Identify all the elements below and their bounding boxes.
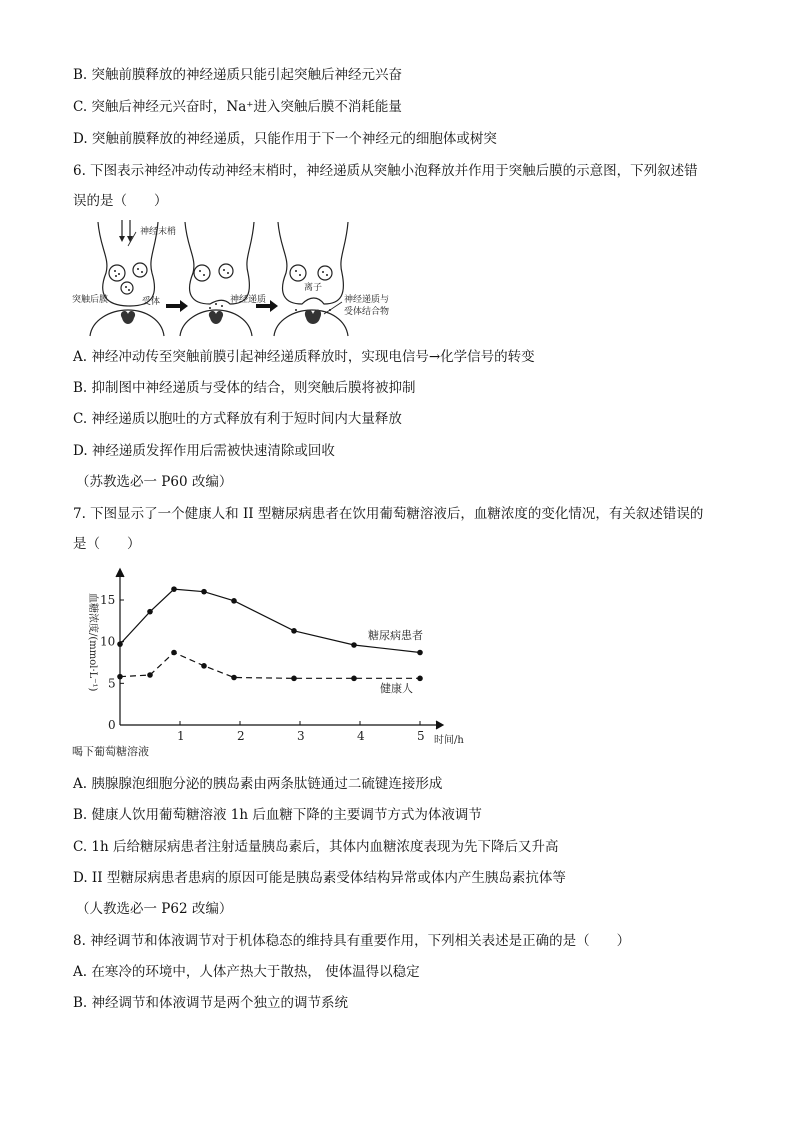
label-receptor: 受体 (142, 297, 161, 307)
q5-option-b: B. 突触前膜释放的神经递质只能引起突触后神经元兴奋 (73, 67, 403, 83)
label-postsynaptic: 突触后膜 (72, 295, 109, 305)
synapse-diagram (70, 218, 410, 336)
y-tick-label-15: 15 (100, 593, 116, 607)
data-point-1-0 (117, 674, 123, 680)
q8-option-b: B. 神经调节和体液调节是两个独立的调节系统 (73, 995, 349, 1011)
y-tick-label-0: 0 (108, 718, 116, 732)
x-tick-label-5: 5 (417, 729, 425, 743)
x-axis-label: 时间/h (434, 735, 464, 746)
label-complex-line2: 受体结合物 (344, 307, 390, 317)
data-point-0-2 (171, 586, 177, 592)
series-line-0 (120, 589, 420, 652)
data-point-1-7 (417, 676, 423, 682)
q6-source: （苏教选必一 P60 改编） (76, 474, 233, 490)
data-point-1-4 (231, 675, 237, 681)
q8-option-a: A. 在寒冷的环境中，人体产热大于散热， 使体温得以稳定 (73, 964, 420, 980)
data-point-0-5 (291, 628, 297, 634)
q6-option-c: C. 神经递质以胞吐的方式释放有利于短时间内大量释放 (73, 411, 402, 427)
x-origin-label: 喝下葡萄糖溶液 (72, 745, 149, 758)
data-point-0-4 (231, 598, 237, 604)
q7-option-c: C. 1h 后给糖尿病患者注射适量胰岛素后，其体内血糖浓度表现为先下降后又升高 (73, 839, 559, 855)
series-line-1 (120, 653, 420, 679)
x-tick-label-1: 1 (177, 729, 185, 743)
q6-option-a: A. 神经冲动传至突触前膜引起神经递质释放时，实现电信号→化学信号的转变 (73, 349, 535, 365)
receptor-icon (305, 310, 321, 324)
q7-option-a: A. 胰腺腺泡细胞分泌的胰岛素由两条肽链通过二硫键连接形成 (73, 776, 443, 792)
data-point-1-3 (201, 663, 207, 669)
q7-stem-line1: 7. 下图显示了一个健康人和 II 型糖尿病患者在饮用葡萄糖溶液后，血糖浓度的变化情况，有关叙述错误的 (73, 506, 704, 522)
data-point-0-7 (417, 650, 423, 656)
data-point-1-2 (171, 650, 177, 656)
x-tick-label-3: 3 (297, 729, 305, 743)
legend-diabetic: 糖尿病患者 (368, 629, 423, 642)
label-ion: 离子 (304, 283, 323, 293)
data-point-1-5 (291, 676, 297, 682)
y-tick-label-5: 5 (108, 676, 116, 691)
q7-option-d: D. II 型糖尿病患者患病的原因可能是胰岛素受体结构异常或体内产生胰岛素抗体等 (73, 870, 566, 886)
receptor-icon (121, 311, 135, 324)
q6-option-b: B. 抑制图中神经递质与受体的结合，则突触后膜将被抑制 (73, 380, 416, 396)
data-point-1-1 (147, 672, 153, 678)
q6-option-d: D. 神经递质发挥作用后需被快速清除或回收 (73, 443, 335, 459)
q5-option-c: C. 突触后神经元兴奋时，Na⁺进入突触后膜不消耗能量 (73, 99, 402, 115)
y-tick-label-10: 10 (100, 634, 116, 649)
label-neurotransmitter: 神经递质 (230, 295, 267, 305)
q6-stem-line2: 误的是（ ） (73, 193, 168, 209)
label-complex-line1: 神经递质与 (344, 295, 390, 305)
arrow-icon (166, 300, 188, 312)
blood-glucose-chart (70, 565, 464, 765)
q7-stem-line2: 是（ ） (73, 536, 141, 552)
q7-source: （人教选必一 P62 改编） (76, 901, 233, 917)
data-point-0-0 (117, 641, 123, 647)
data-point-0-6 (351, 642, 357, 648)
y-axis-label: 血糖浓度/(mmol·L⁻¹) (87, 593, 98, 692)
q6-stem-line1: 6. 下图表示神经冲动传动神经末梢时，神经递质从突触小泡释放并作用于突触后膜的示意图，下列叙述错 (73, 163, 698, 179)
label-nerve-ending: 神经末梢 (140, 227, 177, 237)
receptor-icon (209, 311, 223, 324)
data-point-1-6 (351, 676, 357, 682)
q5-option-d: D. 突触前膜释放的神经递质，只能作用于下一个神经元的细胞体或树突 (73, 131, 497, 147)
q8-stem: 8. 神经调节和体液调节对于机体稳态的维持具有重要作用，下列相关表述是正确的是（ ） (73, 933, 631, 949)
data-point-0-1 (147, 609, 153, 615)
q7-option-b: B. 健康人饮用葡萄糖溶液 1h 后血糖下降的主要调节方式为体液调节 (73, 807, 482, 823)
x-tick-label-2: 2 (237, 729, 245, 743)
legend-healthy: 健康人 (380, 682, 413, 695)
x-tick-label-4: 4 (357, 729, 365, 743)
data-point-0-3 (201, 589, 207, 595)
